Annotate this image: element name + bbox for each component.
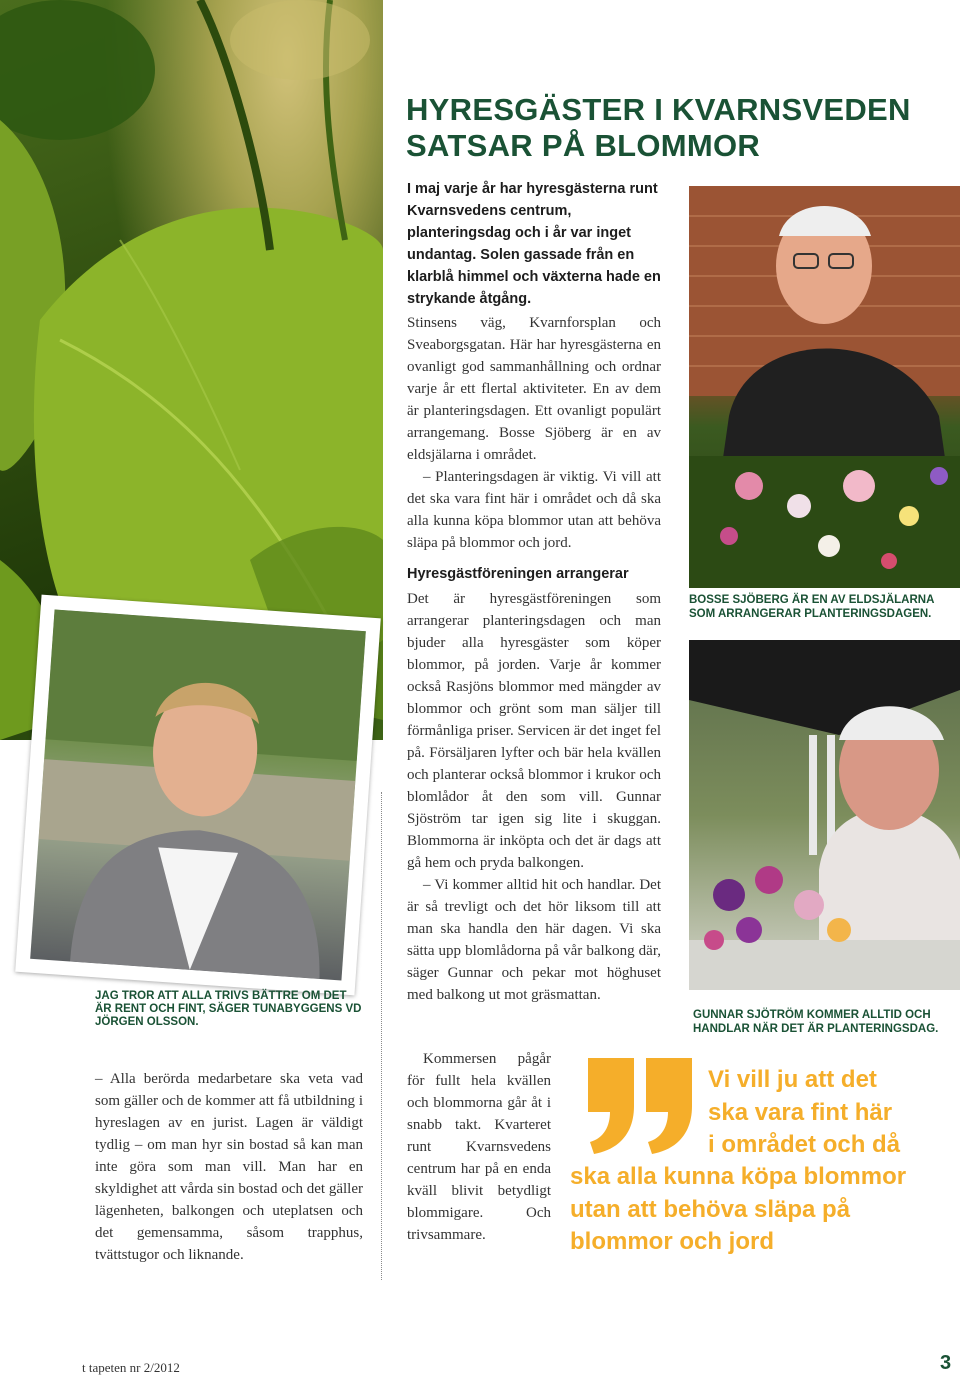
title-line-1: HYRESGÄSTER I KVARNSVEDEN [406,92,911,127]
quote-line: ska alla kunna köpa blommor [570,1163,907,1190]
body-column-2 [407,588,661,1006]
photo-bosse-sjoberg [689,186,960,588]
footer-magazine: t tapeten nr 2/2012 [82,1360,180,1375]
title-line-2: SATSAR PÅ BLOMMOR [406,128,761,163]
quote-line: blommor och jord [570,1228,774,1255]
body-column-left [95,1068,363,1266]
photo-gunnar-sjostrom [689,640,960,990]
article-ingress: I maj varje år har hyresgästerna runt Kvarnsvedens centrum, planteringsdag och i år var inget undantag. Solen gassade från en klarblå himmel och växterna hade en strykande åtgång. [407,181,661,307]
paragraph: Det är hyresgästföreningen som arrangerar planteringsdagen och man bjuder alla hyresgäster som köper blommor, på jorden. Varje år kommer också Rasjöns blommor med mängder av blommor och grönt som man säljer till förmånliga priser. Servicen är det inget fel på. Försäljaren lyfter och bär hela kvällen och planterar också blommor i krukor och blomlådor åt den som vill. Gunnar Sjöström tar igen sig lite i skuggan. Blommorna är inköpta och det är dags att gå hem och pryda balkongen. [407,591,661,871]
caption-gunnar: GUNNAR SJÖTRÖM KOMMER ALLTID OCH HANDLAR NÄR DET ÄR PLANTERINGSDAG. [693,1009,939,1035]
quote-marks-icon [586,1046,696,1156]
quote-line: i området och då [708,1131,901,1158]
paragraph: – Alla berörda medarbetare ska veta vad som gäller och de kommer att få utbildning i hyreslagen av en jurist. Lagen är väldigt tydlig – om man hyr sin bostad så kan man inte göra som man vill. Man har en skyldighet att vårda sin bostad och det gäller lägenheten, balkongen och uteplatsen och det gemensamma, såsom trapphus, tvättstugor och liknande. [95,1071,363,1263]
page-number: 3 [940,1352,952,1374]
caption-bosse: BOSSE SJÖBERG ÄR EN AV ELDSJÄLARNA SOM ARRANGERAR PLANTERINGSDAGEN. [689,594,934,620]
caption-jorgen: JAG TROR ATT ALLA TRIVS BÄTTRE OM DET ÄR RENT OCH FINT, SÄGER TUNABYGGENS VD JÖRGEN OLSSON. [95,990,362,1028]
column-divider [381,792,382,1280]
body-column-1 [407,312,661,554]
paragraph: Stinsens väg, Kvarnforsplan och Sveaborgsgatan. Här har hyresgästerna en ovanligt god sammanhållning och ordnar varje år ett flertal aktiviteter. En av dem är planteringsdagen. Ett ovanligt populärt arrangemang. Bosse Sjöberg är en av eldsjälarna i området. [407,315,661,463]
quote-line: utan att behöva släpa på [570,1195,851,1223]
subheading: Hyresgästföreningen arrangerar [407,566,629,582]
paragraph: – Vi kommer alltid hit och handlar. Det är så trevligt och det hör liksom till att man ska handla den här dagen. Vi ska sätta upp blomlådorna på vår balkong där, säger Gunnar och pekar mot höghuset med balkong ut mot gräsmattan. [407,877,661,1003]
quote-line: Vi vill ju att det [708,1066,877,1093]
body-column-3 [407,1048,551,1246]
quote-line: ska vara fint här [708,1098,893,1126]
paragraph: Kommersen pågår för fullt hela kvällen och blommorna går åt i snabb takt. Kvarteret runt Kvarnsvedens centrum har på en enda kväll blivit betydligt blommigare. Och trivsammare. [407,1051,551,1243]
pull-quote-indented [708,1064,900,1162]
photo-jorgen-olsson [15,595,381,996]
article-title [406,92,926,164]
paragraph: – Planteringsdagen är viktig. Vi vill att det ska vara fint här i området och då ska alla kunna köpa blommor utan att behöva släpa på blommor och jord. [407,469,661,551]
photo-image [30,610,366,981]
pull-quote-full [570,1161,906,1259]
